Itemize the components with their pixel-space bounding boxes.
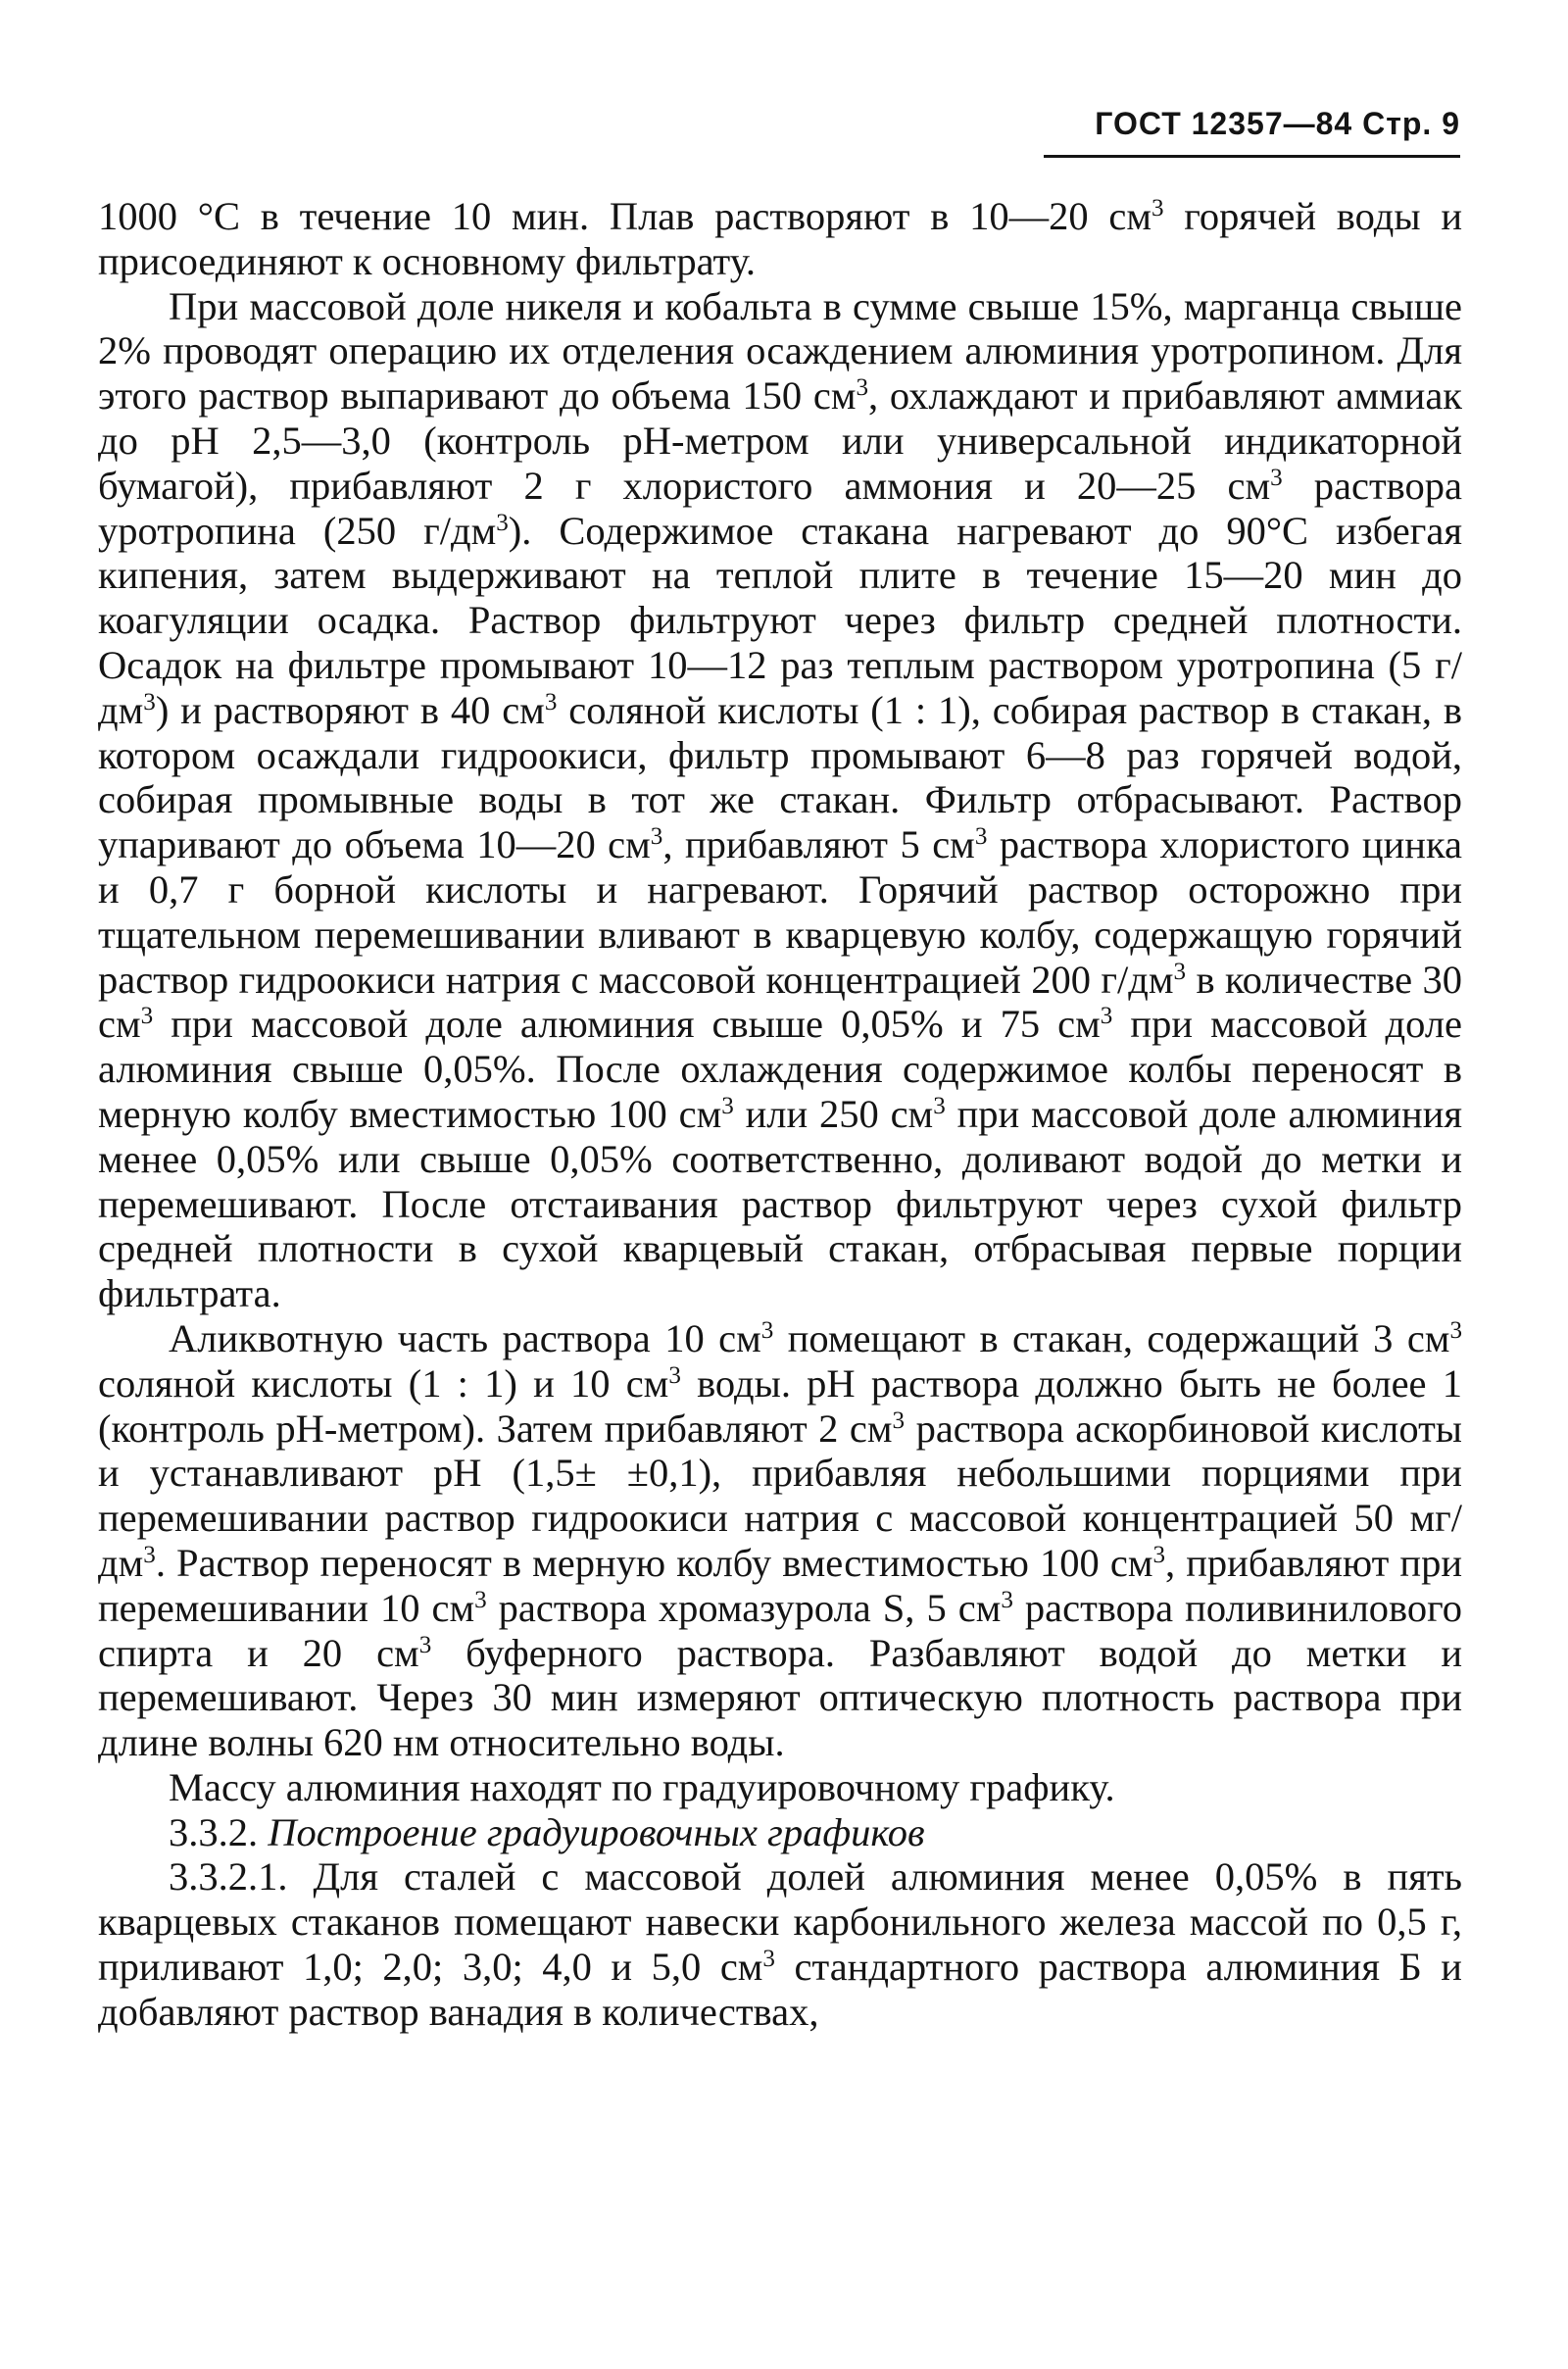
document-body (98, 194, 1462, 2035)
running-header: ГОСТ 12357—84 Стр. 9 (1095, 106, 1460, 141)
paragraph-mass-by-graph: Массу алюминия находят по градуировочному графику. (169, 1764, 1115, 1809)
paragraph-continuation: 1000 °С в течение 10 мин. Плав растворяют в 10—20 $см^3$ горячей воды и присоединяют к основному фильтрату. (98, 194, 1462, 283)
paragraph-separation-procedure: При массовой доле никеля и кобальта в сумме свыше 15%, марганца свыше 2% проводят операцию их отделения осаждением алюминия уротропином. Для этого раствор выпаривают до объема 150 $см^3$, охлаждают и прибавляют аммиак до рН 2,5—3,0 (контроль рН-метром или универсальной индикаторной бумагой), прибавляют 2 г хлористого аммония и 20—25 $см^3$ раствора уротропина (250 $г/дм^3$). Содержимое стакана нагревают до 90°С избегая кипения, затем выдерживают на теплой плите в течение 15—20 мин до коагуляции осадка. Раствор фильтруют через фильтр средней плотности. Осадок на фильтре промывают 10—12 раз теплым раствором уротропина (5 $г/дм^3$) и растворяют в 40 $см^3$ соляной кислоты (1 : 1), собирая раствор в стакан, в котором осаждали гидроокиси, фильтр промывают 6—8 раз горячей водой, собирая промывные воды в тот же стакан. Фильтр отбрасывают. Раствор упаривают до объема 10—20 $см^3$, прибавляют 5 $см^3$ раствора хлористого цинка и 0,7 г борной кислоты и нагревают. Горячий раствор осторожно при тщательном перемешивании вливают в кварцевую колбу, содержащую горячий раствор гидроокиси натрия с массовой концентрацией 200 $г/дм^3$ в количестве 30 $см^3$ при массовой доле алюминия свыше 0,05% и 75 $см^3$ при массовой доле алюминия свыше 0,05%. После охлаждения содержимое колбы переносят в мерную колбу вместимостью 100 $см^3$ или 250 $см^3$ при массовой доле алюминия менее 0,05% или свыше 0,05% соответственно, доливают водой до метки и перемешивают. После отстаивания раствор фильтруют через сухой фильтр средней плотности в сухой кварцевый стакан, отбрасывая первые порции фильтрата. (98, 283, 1463, 1316)
paragraph-3-3-2-1: 3.3.2.1. Для сталей с массовой долей алюминия менее 0,05% в пять кварцевых стаканов помещают навески карбонильного железа массой по 0,5 г, приливают 1,0; 2,0; 3,0; 4,0 и 5,0 $см^3$ стандартного раствора алюминия Б и добавляют раствор ванадия в количествах, (98, 1854, 1462, 2034)
paragraph-aliquot-procedure: Аликвотную часть раствора 10 $см^3$ помещают в стакан, содержащий 3 $см^3$ соляной кислоты (1 : 1) и 10 $см^3$ воды. рН раствора должно быть не более 1 (контроль рН-метром). Затем прибавляют 2 $см^3$ раствора аскорбиновой кислоты и устанавливают рН (1,5± ±0,1), прибавляя небольшими порциями при перемешивании раствор гидроокиси натрия с массовой концентрацией 50 $мг/дм^3$. Раствор переносят в мерную колбу вместимостью 100 $см^3$, прибавляют при перемешивании 10 $см^3$ раствора хромазурола S, 5 $см^3$ раствора поливинилового спирта и 20 $см^3$ буферного раствора. Разбавляют водой до метки и перемешивают. Через 30 мин измеряют оптическую плотность раствора при длине волны 620 нм относительно воды. (98, 1315, 1462, 1765)
header-rule (1044, 155, 1460, 158)
section-heading-3-3-2: 3.3.2. Построение градуировочных графиков (169, 1809, 925, 1854)
